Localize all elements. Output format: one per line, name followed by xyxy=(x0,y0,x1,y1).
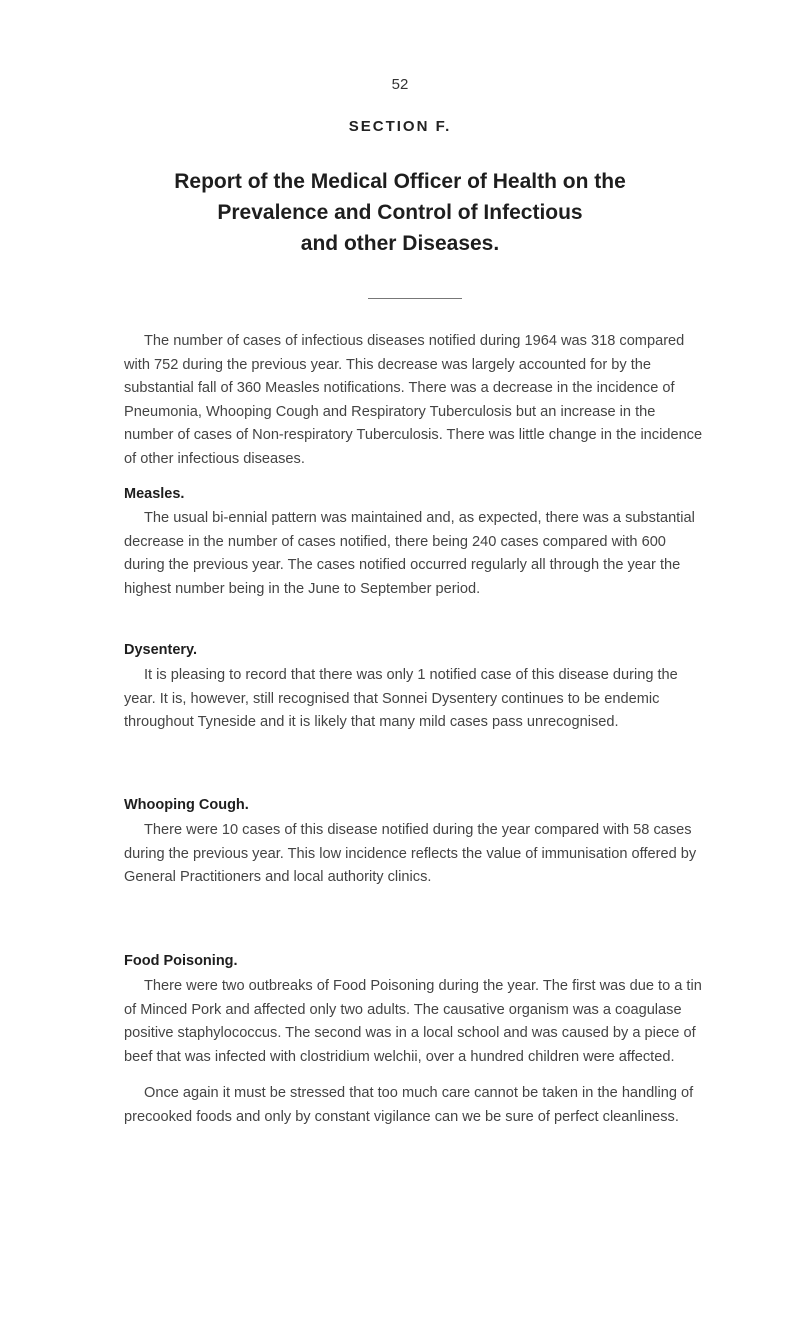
whooping-cough-heading: Whooping Cough. xyxy=(124,797,249,813)
report-title-line: and other Diseases. xyxy=(300,232,500,255)
measles-paragraph: The usual bi-ennial pattern was maintained and, as expected, there was a substantial decrease in the number of cases notified, there being 240 cases compared with 600 during the previous year. The cases notified occurred regularly all through the year the highest number being in the June to September period. xyxy=(124,510,695,597)
measles-heading: Measles. xyxy=(124,486,185,502)
report-title xyxy=(100,166,700,259)
food-poisoning-paragraph: There were two outbreaks of Food Poisoning during the year. The first was due to a tin of Minced Pork and affected only two adults. The causative organism was a coagulase positive staphylococcus. The second was in a local school and was caused by a piece of beef that was infected with clostridium welchii, over a hundred children were affected. xyxy=(124,978,702,1065)
dysentery-paragraph: It is pleasing to record that there was only 1 notified case of this disease during the year. It is, however, still recognised that Sonnei Dysentery continues to be endemic throughout Tyneside and it is likely that many mild cases pass unrecognised. xyxy=(124,667,678,730)
food-poisoning-paragraph: Once again it must be stressed that too much care cannot be taken in the handling of precooked foods and only by constant vigilance can we be sure of perfect cleanliness. xyxy=(124,1085,694,1125)
page-number: 52 xyxy=(391,76,409,93)
whooping-cough-body xyxy=(124,819,706,890)
section-label: SECTION F. xyxy=(348,118,452,135)
intro-paragraph-block xyxy=(124,330,706,471)
whooping-cough-paragraph: There were 10 cases of this disease notified during the year compared with 58 cases during the previous year. This low incidence reflects the value of immunisation offered by General Practitioners and local authority clinics. xyxy=(124,822,697,885)
report-title-line: Prevalence and Control of Infectious xyxy=(217,201,583,224)
food-poisoning-heading: Food Poisoning. xyxy=(124,953,238,969)
dysentery-body xyxy=(124,664,706,735)
report-title-line: Report of the Medical Officer of Health on the xyxy=(174,170,626,193)
dysentery-heading: Dysentery. xyxy=(124,642,198,658)
measles-body xyxy=(124,507,706,601)
intro-paragraph: The number of cases of infectious diseases notified during 1964 was 318 compared with 752 during the previous year. This decrease was largely accounted for by the substantial fall of 360 Measles notifications. There was a decrease in the incidence of Pneumonia, Whooping Cough and Respiratory Tuberculosis but an increase in the number of cases of Non-respiratory Tuberculosis. There was little change in the incidence of other infectious diseases. xyxy=(124,333,703,467)
food-poisoning-body xyxy=(124,975,706,1129)
title-divider xyxy=(368,298,462,299)
